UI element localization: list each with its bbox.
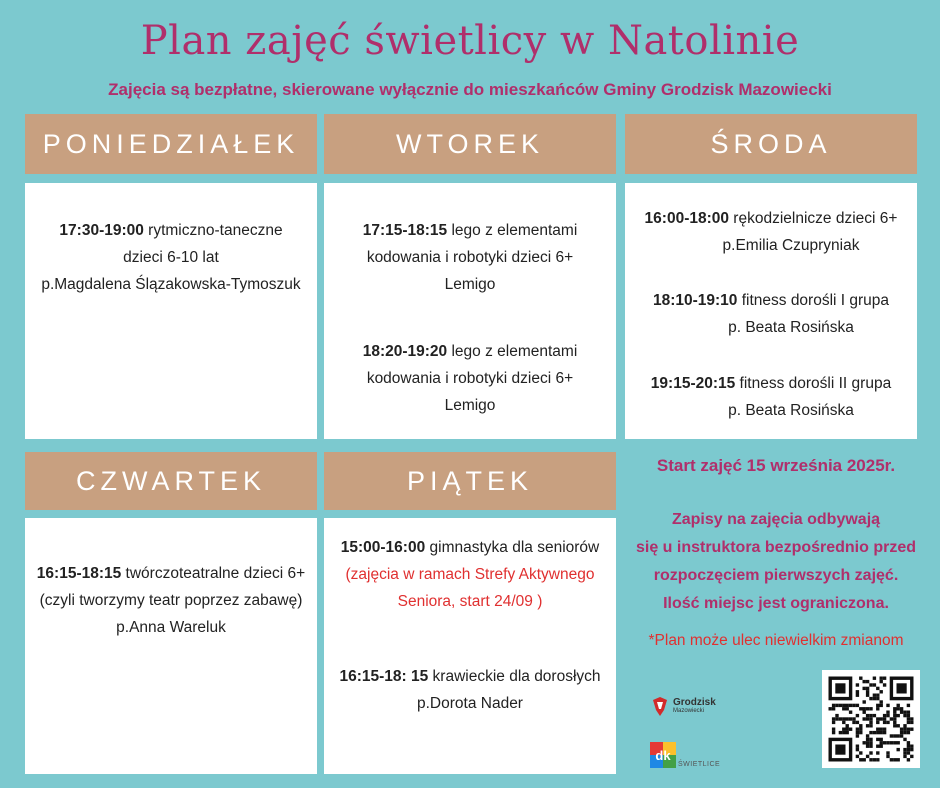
entry-activity: rękodzielnicze dzieci 6+ (729, 210, 898, 227)
entry-activity: fitness dorośli I grupa (737, 292, 890, 309)
registration-line: rozpoczęciem pierwszych zajęć. (653, 567, 899, 584)
entry-instructor: p.Anna Wareluk (116, 619, 226, 636)
schedule-entry (25, 560, 317, 641)
entry-detail: kodowania i robotyki dzieci 6+ (366, 249, 574, 266)
grodzisk-emblem-icon (650, 696, 670, 718)
entry-time: 17:30-19:00 (59, 222, 144, 239)
page-title: Plan zajęć świetlicy w Natolinie (140, 18, 800, 64)
schedule-box-friday (324, 518, 616, 774)
schedule-entry (324, 663, 616, 717)
schedule-box-thursday (25, 518, 317, 774)
registration-info (626, 506, 926, 618)
day-header-monday: PONIEDZIAŁEK (25, 114, 317, 174)
entry-activity: lego z elementami (447, 222, 578, 239)
registration-line: Ilość miejsc jest ograniczona. (663, 595, 889, 612)
entry-instructor: p.Dorota Nader (417, 695, 523, 712)
entry-time: 15:00-16:00 (340, 539, 426, 556)
entry-time: 16:00-18:00 (644, 210, 729, 227)
entry-note: Seniora, start 24/09 ) (397, 593, 543, 610)
registration-line: Zapisy na zajęcia odbywają (671, 511, 881, 528)
entry-instructor: p.Emilia Czupryniak (722, 237, 860, 254)
entry-instructor: Lemigo (444, 276, 496, 293)
schedule-entry (324, 338, 616, 419)
entry-instructor: p.Magdalena Ślązakowska-Tymoszuk (41, 276, 301, 293)
entry-activity: twórczoteatralne dzieci 6+ (121, 565, 306, 582)
entry-time: 16:15-18:15 (36, 565, 122, 582)
day-header-friday: PIĄTEK (324, 452, 616, 510)
schedule-box-tuesday (324, 183, 616, 439)
grodzisk-logo-text: Grodzisk (673, 697, 716, 708)
registration-line: się u instruktora bezpośrednio przed (635, 539, 917, 556)
qr-code[interactable] (822, 670, 920, 768)
day-header-tuesday: WTOREK (324, 114, 616, 174)
dk-logo (650, 742, 720, 768)
entry-detail: kodowania i robotyki dzieci 6+ (366, 370, 574, 387)
entry-activity: rytmiczno-taneczne (143, 222, 283, 239)
schedule-entry (625, 287, 917, 341)
schedule-entry (625, 205, 917, 259)
entry-time: 16:15-18: 15 (339, 668, 429, 685)
change-notice: *Plan może ulec niewielkim zmianom (648, 632, 904, 649)
entry-instructor: Lemigo (444, 397, 496, 414)
entry-detail: dzieci 6-10 lat (123, 249, 219, 266)
schedule-box-wednesday (625, 183, 917, 439)
schedule-entry (324, 534, 616, 615)
entry-instructor: p. Beata Rosińska (728, 402, 854, 419)
entry-activity: lego z elementami (447, 343, 578, 360)
entry-detail: (czyli tworzymy teatr poprzez zabawę) (39, 592, 303, 609)
entry-activity: krawieckie dla dorosłych (428, 668, 601, 685)
entry-time: 18:10-19:10 (652, 292, 738, 309)
swietlice-logo-text: ŚWIETLICE (678, 761, 721, 768)
day-header-thursday: CZWARTEK (25, 452, 317, 510)
page-subtitle: Zajęcia są bezpłatne, skierowane wyłącznie do mieszkańców Gminy Grodzisk Mazowiecki (108, 80, 832, 99)
dk-emblem-icon (650, 742, 676, 768)
entry-note: (zajęcia w ramach Strefy Aktywnego (345, 566, 595, 583)
entry-time: 18:20-19:20 (362, 343, 448, 360)
grodzisk-logo (650, 696, 716, 718)
start-date-notice: Start zajęć 15 września 2025r. (656, 456, 896, 475)
entry-time: 19:15-20:15 (650, 375, 736, 392)
schedule-entry (25, 217, 317, 298)
schedule-entry (324, 217, 616, 298)
entry-time: 17:15-18:15 (362, 222, 448, 239)
entry-activity: gimnastyka dla seniorów (425, 539, 600, 556)
dk-logo-text: dk (655, 748, 671, 763)
schedule-box-monday (25, 183, 317, 439)
grodzisk-logo-subtext: Mazowiecki (673, 708, 705, 714)
day-header-wednesday: ŚRODA (625, 114, 917, 174)
entry-activity: fitness dorośli II grupa (735, 375, 892, 392)
entry-instructor: p. Beata Rosińska (728, 319, 854, 336)
schedule-entry (625, 370, 917, 424)
qr-code-icon (822, 670, 920, 768)
